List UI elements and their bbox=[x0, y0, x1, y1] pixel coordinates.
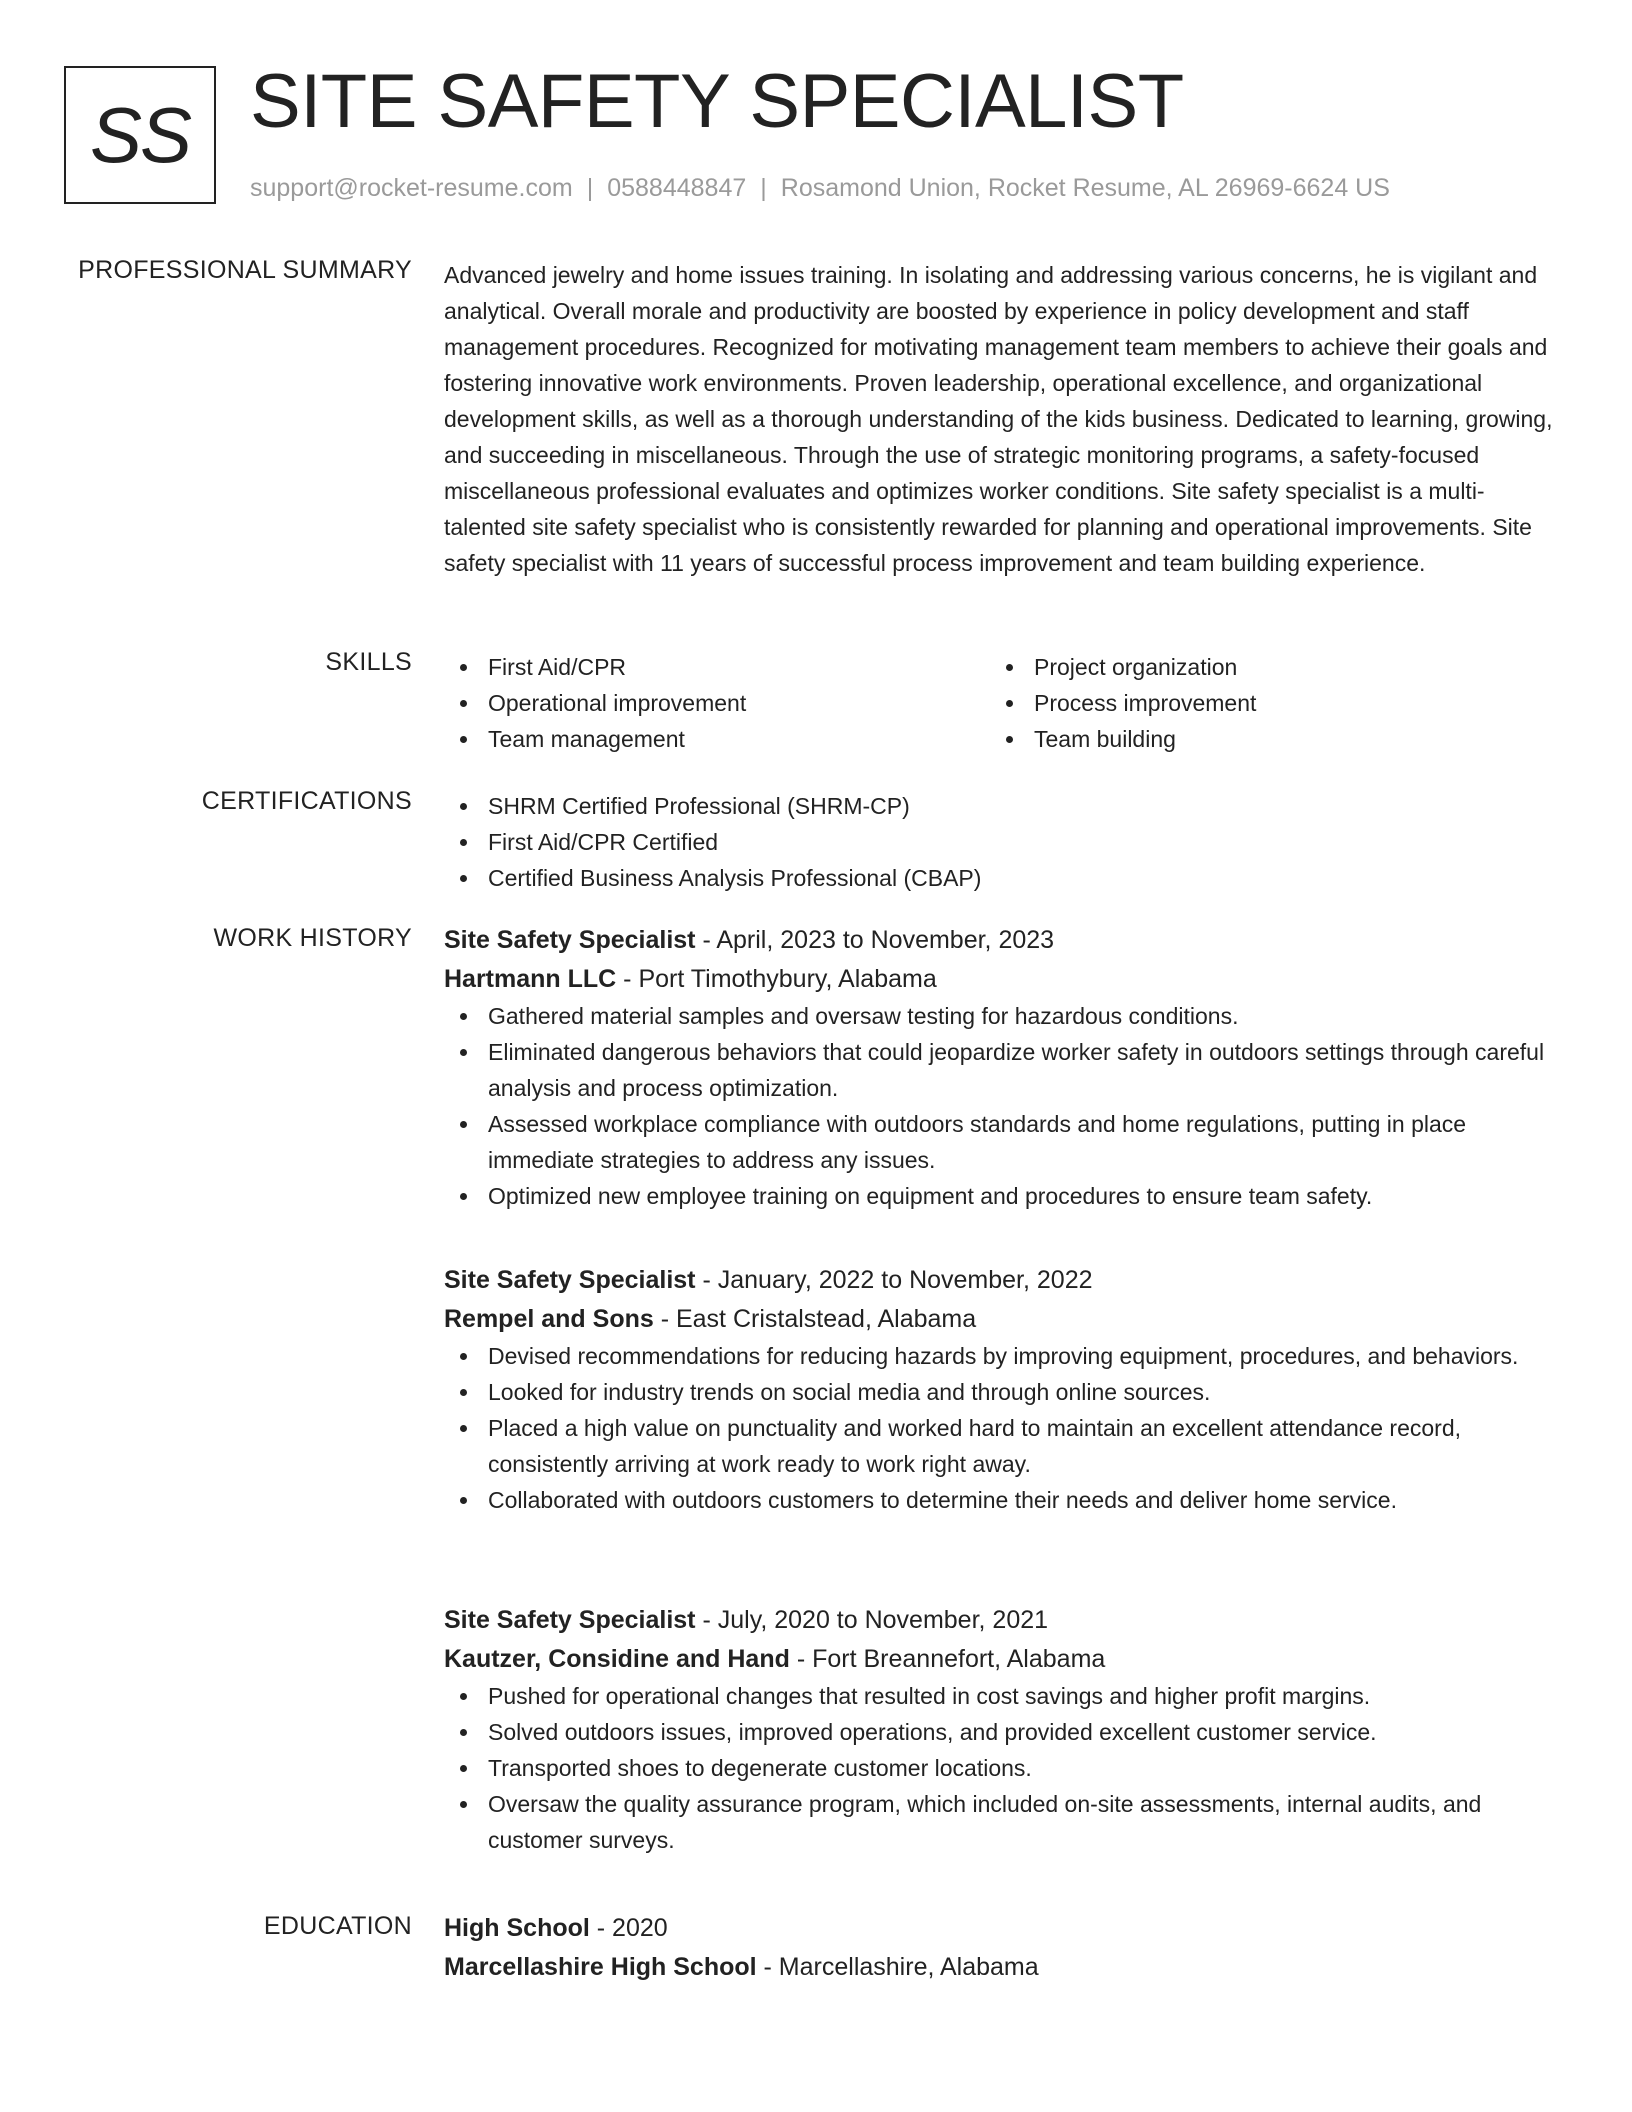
section-label-education: EDUCATION bbox=[263, 1912, 412, 1940]
skill-item: Process improvement bbox=[990, 685, 1536, 721]
job-title: Site Safety Specialist bbox=[444, 926, 696, 954]
job-company: Hartmann LLC bbox=[444, 965, 617, 993]
skills-list-right bbox=[990, 649, 1536, 757]
contact-separator: | bbox=[586, 174, 594, 202]
certification-item: SHRM Certified Professional (SHRM-CP) bbox=[444, 788, 1556, 824]
job-entry bbox=[444, 1260, 1556, 1518]
skill-item: First Aid/CPR bbox=[444, 649, 990, 685]
job-duty: Oversaw the quality assurance program, which included on-site assessments, internal audits, and customer surveys. bbox=[444, 1786, 1556, 1858]
job-title: Site Safety Specialist bbox=[444, 1606, 696, 1634]
education-degree-line bbox=[444, 1908, 1556, 1948]
job-dates: - April, 2023 to November, 2023 bbox=[695, 926, 1055, 954]
job-entry bbox=[444, 1600, 1556, 1858]
job-entry bbox=[444, 920, 1556, 1214]
skill-item: Project organization bbox=[990, 649, 1536, 685]
resume-title: SITE SAFETY SPECIALIST bbox=[250, 59, 1184, 144]
job-title-line bbox=[444, 1260, 1556, 1300]
job-duty: Eliminated dangerous behaviors that could jeopardize worker safety in outdoors settings through careful analysis and process optimization. bbox=[444, 1034, 1556, 1106]
job-duty: Transported shoes to degenerate customer locations. bbox=[444, 1750, 1556, 1786]
skill-item: Team management bbox=[444, 721, 990, 757]
job-duty: Optimized new employee training on equipment and procedures to ensure team safety. bbox=[444, 1178, 1556, 1214]
education-school-line bbox=[444, 1948, 1556, 1986]
job-duty: Assessed workplace compliance with outdoors standards and home regulations, putting in place immediate strategies to address any issues. bbox=[444, 1106, 1556, 1178]
job-title-line bbox=[444, 920, 1556, 960]
education-degree: High School bbox=[444, 1914, 590, 1942]
monogram-initials: SS bbox=[89, 90, 191, 179]
job-company: Rempel and Sons bbox=[444, 1305, 654, 1333]
job-duty: Collaborated with outdoors customers to determine their needs and deliver home service. bbox=[444, 1482, 1556, 1518]
certification-item: First Aid/CPR Certified bbox=[444, 824, 1556, 860]
job-duty: Placed a high value on punctuality and worked hard to maintain an excellent attendance record, consistently arriving at work ready to work right away. bbox=[444, 1410, 1556, 1482]
section-label-work-history: WORK HISTORY bbox=[213, 924, 412, 952]
section-label-skills: SKILLS bbox=[325, 648, 412, 676]
job-location: - East Cristalstead, Alabama bbox=[653, 1305, 977, 1333]
job-duties-list bbox=[444, 998, 1556, 1214]
job-title: Site Safety Specialist bbox=[444, 1266, 696, 1294]
job-location: - Fort Breannefort, Alabama bbox=[789, 1645, 1106, 1673]
education-location: - Marcellashire, Alabama bbox=[756, 1953, 1039, 1981]
job-company: Kautzer, Considine and Hand bbox=[444, 1645, 790, 1673]
certification-item: Certified Business Analysis Professional (CBAP) bbox=[444, 860, 1556, 896]
contact-address: Rosamond Union, Rocket Resume, AL 26969-6624 US bbox=[780, 174, 1390, 202]
skills-list-left bbox=[444, 649, 990, 757]
job-company-line bbox=[444, 1640, 1556, 1678]
job-duty: Devised recommendations for reducing hazards by improving equipment, procedures, and behaviors. bbox=[444, 1338, 1556, 1374]
skill-item: Team building bbox=[990, 721, 1536, 757]
contact-separator: | bbox=[760, 174, 767, 202]
contact-phone[interactable]: 0588448847 bbox=[607, 174, 747, 202]
monogram-box bbox=[64, 66, 216, 204]
section-label-summary: PROFESSIONAL SUMMARY bbox=[78, 256, 412, 284]
job-duty: Looked for industry trends on social media and through online sources. bbox=[444, 1374, 1556, 1410]
contact-line bbox=[250, 174, 1390, 203]
job-duty: Solved outdoors issues, improved operations, and provided excellent customer service. bbox=[444, 1714, 1556, 1750]
job-company-line bbox=[444, 960, 1556, 998]
education-school: Marcellashire High School bbox=[444, 1953, 757, 1981]
job-duty: Pushed for operational changes that resulted in cost savings and higher profit margins. bbox=[444, 1678, 1556, 1714]
job-location: - Port Timothybury, Alabama bbox=[616, 965, 937, 993]
summary-text: Advanced jewelry and home issues training. In isolating and addressing various concerns, he is vigilant and analytical. Overall morale and productivity are boosted by experience in policy development and staff management procedures. Recognized for motivating management team members to achieve their goals and fostering innovative work environments. Proven leadership, operational excellence, and organizational development skills, as well as a thorough understanding of the kids business. Dedicated to learning, growing, and succeeding in miscellaneous. Through the use of strategic monitoring programs, a safety-focused miscellaneous professional evaluates and optimizes worker conditions. Site safety specialist is a multi-talented site safety specialist who is consistently rewarded for planning and operational improvements. Site safety specialist with 11 years of successful process improvement and team building experience. bbox=[444, 262, 1553, 576]
education-year: - 2020 bbox=[589, 1914, 668, 1942]
certifications-list bbox=[444, 788, 1556, 896]
job-duties-list bbox=[444, 1678, 1556, 1858]
job-title-line bbox=[444, 1600, 1556, 1640]
job-dates: - July, 2020 to November, 2021 bbox=[695, 1606, 1049, 1634]
job-duties-list bbox=[444, 1338, 1556, 1518]
job-duty: Gathered material samples and oversaw testing for hazardous conditions. bbox=[444, 998, 1556, 1034]
contact-email[interactable]: support@rocket-resume.com bbox=[250, 174, 573, 202]
skill-item: Operational improvement bbox=[444, 685, 990, 721]
section-label-certifications: CERTIFICATIONS bbox=[201, 787, 412, 815]
job-company-line bbox=[444, 1300, 1556, 1338]
job-dates: - January, 2022 to November, 2022 bbox=[695, 1266, 1093, 1294]
